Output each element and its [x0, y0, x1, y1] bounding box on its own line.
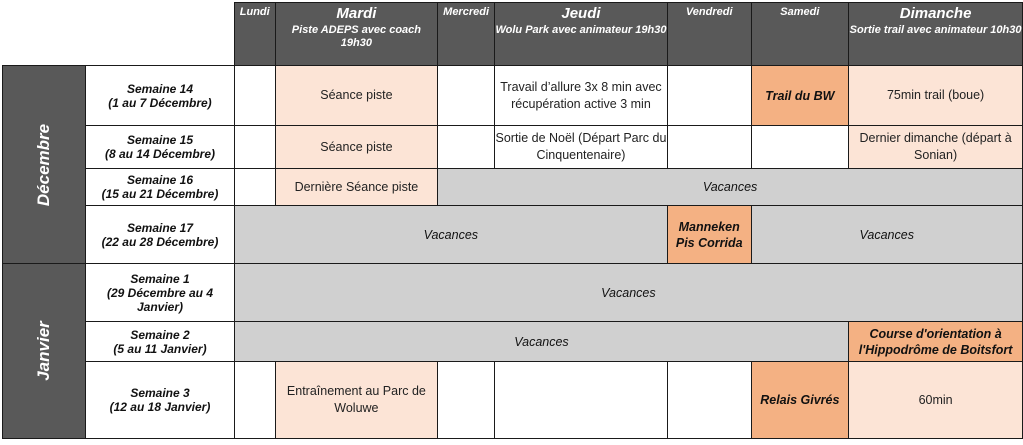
cell-vendredi — [667, 66, 751, 126]
day-label: Jeudi — [561, 5, 601, 22]
vacances-block: Vacances — [234, 264, 1022, 322]
month-january — [3, 264, 86, 439]
week-label: Semaine 17 — [126, 220, 194, 235]
cell-dimanche: 75min trail (boue) — [849, 66, 1023, 126]
cell-mardi: Séance piste — [275, 126, 437, 169]
header-vendredi — [667, 3, 751, 66]
cell-vendredi: Manneken Pis Corrida — [667, 206, 751, 264]
schedule-table — [2, 2, 1023, 439]
week-cell — [86, 264, 235, 322]
week-cell — [86, 169, 235, 206]
day-subtitle: Piste ADEPS avec coach 19h30 — [291, 24, 422, 49]
cell-jeudi: Travail d’allure 3x 8 min avec récupération active 3 min — [495, 66, 668, 126]
cell-dimanche: Dernier dimanche (départ à Sonian) — [849, 126, 1023, 169]
header-mardi — [275, 3, 437, 66]
header-dimanche — [849, 3, 1023, 66]
vacances-block: Vacances — [234, 206, 667, 264]
month-label: Janvier — [34, 321, 54, 381]
cell-dimanche: 60min — [849, 362, 1023, 439]
cell-lundi — [234, 362, 275, 439]
table-row — [3, 66, 1023, 126]
week-dates: (12 au 18 Janvier) — [109, 400, 211, 414]
day-label: Lundi — [239, 6, 270, 18]
week-label: Semaine 3 — [130, 386, 190, 400]
week-label: Semaine 14 — [126, 81, 194, 96]
cell-samedi: Relais Givrés — [751, 362, 849, 439]
vacances-block: Vacances — [438, 169, 1023, 206]
header-lundi — [234, 3, 275, 66]
table-row — [3, 264, 1023, 322]
week-dates: (5 au 11 Janvier) — [113, 341, 207, 356]
week-dates: (8 au 14 Décembre) — [104, 147, 216, 161]
week-dates: (15 au 21 Décembre) — [101, 187, 219, 201]
table-row — [3, 169, 1023, 206]
day-subtitle: Sortie trail avec animateur 10h30 — [849, 24, 1022, 36]
cell-lundi — [234, 66, 275, 126]
cell-samedi — [751, 126, 849, 169]
day-label: Vendredi — [685, 6, 733, 18]
cell-mardi: Séance piste — [275, 66, 437, 126]
cell-mercredi — [438, 362, 495, 439]
vacances-block: Vacances — [751, 206, 1022, 264]
cell-vendredi — [667, 126, 751, 169]
day-label: Dimanche — [899, 5, 972, 22]
day-label: Mercredi — [443, 6, 490, 18]
week-cell — [86, 126, 235, 169]
cell-mardi: Entraînement au Parc de Woluwe — [275, 362, 437, 439]
week-label: Semaine 15 — [126, 133, 194, 147]
cell-dimanche: Course d'orientation à l'Hippodrôme de Boitsfort — [849, 322, 1023, 362]
cell-jeudi: Sortie de Noël (Départ Parc du Cinquentenaire) — [495, 126, 668, 169]
week-dates: (29 Décembre au 4 Janvier) — [106, 285, 214, 314]
cell-jeudi — [495, 362, 668, 439]
header-corner — [3, 3, 235, 66]
week-dates: (22 au 28 Décembre) — [101, 234, 219, 249]
week-cell — [86, 66, 235, 126]
week-label: Semaine 16 — [126, 173, 194, 187]
header-jeudi — [495, 3, 668, 66]
month-label: Décembre — [34, 123, 54, 206]
cell-samedi: Trail du BW — [751, 66, 849, 126]
day-label: Samedi — [780, 6, 820, 18]
cell-lundi — [234, 126, 275, 169]
header-row — [3, 3, 1023, 66]
day-subtitle: Wolu Park avec animateur 19h30 — [495, 24, 667, 36]
table-row — [3, 206, 1023, 264]
cell-mercredi — [438, 126, 495, 169]
day-label: Mardi — [336, 5, 377, 22]
table-row — [3, 126, 1023, 169]
cell-vendredi — [667, 362, 751, 439]
vacances-block: Vacances — [234, 322, 848, 362]
month-december — [3, 66, 86, 264]
table-row — [3, 362, 1023, 439]
cell-lundi — [234, 169, 275, 206]
header-samedi — [751, 3, 849, 66]
week-cell — [86, 206, 235, 264]
week-cell — [86, 322, 235, 362]
week-cell — [86, 362, 235, 439]
table-row — [3, 322, 1023, 362]
cell-mardi: Dernière Séance piste — [275, 169, 437, 206]
cell-mercredi — [438, 66, 495, 126]
header-mercredi — [438, 3, 495, 66]
week-dates: (1 au 7 Décembre) — [108, 95, 212, 110]
week-label: Semaine 1 — [130, 271, 190, 286]
week-label: Semaine 2 — [130, 327, 190, 342]
